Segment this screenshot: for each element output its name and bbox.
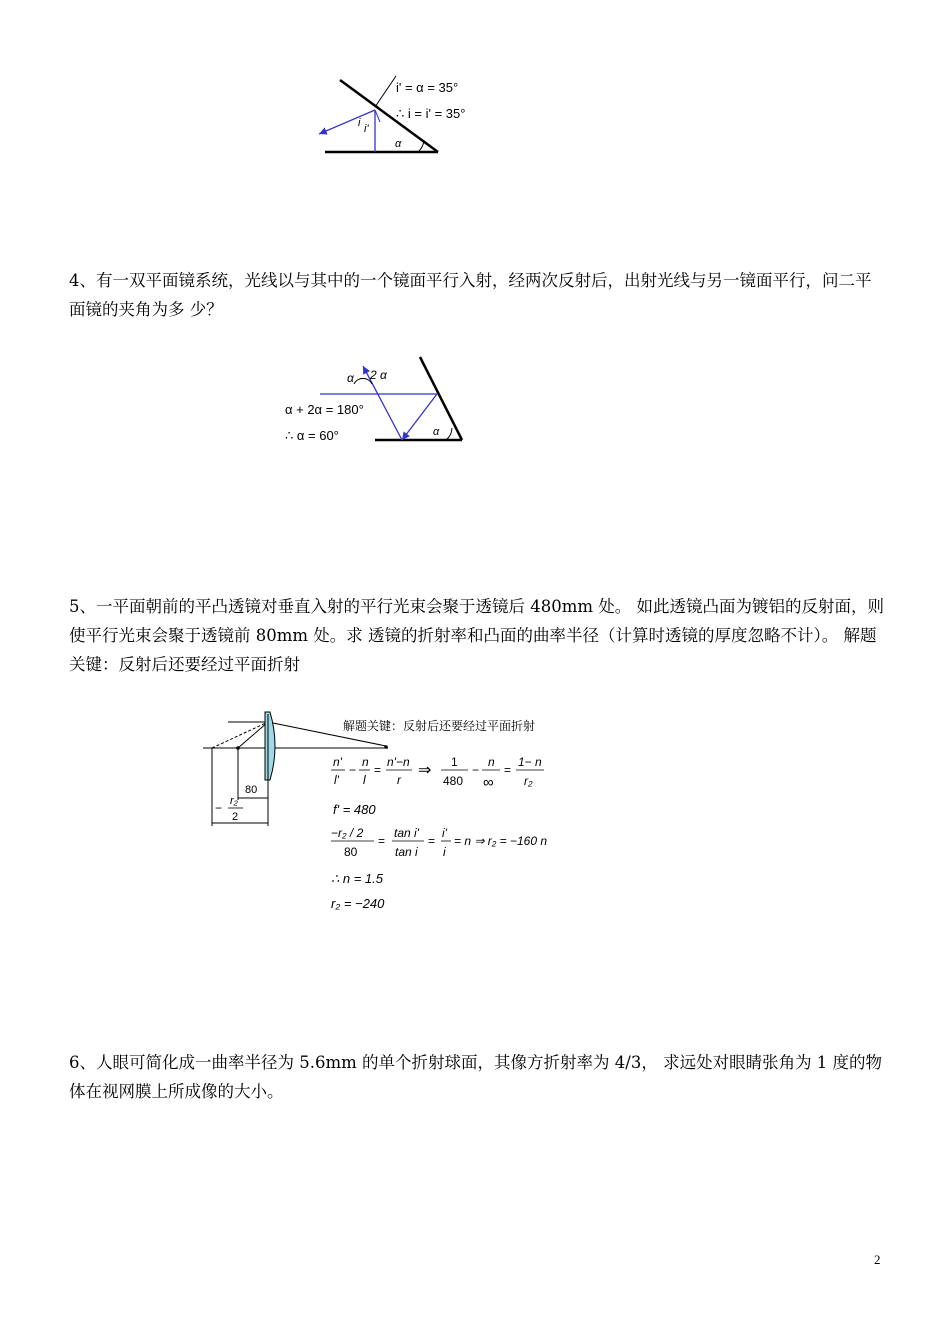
angle-arc-corner <box>446 428 452 440</box>
eq1-d4: 480 <box>443 774 464 788</box>
eq1-n6: 1− n <box>518 755 542 769</box>
page-number: 2 <box>874 1252 881 1267</box>
ray-tick <box>375 110 380 122</box>
figure-mirror-reflection <box>300 70 500 160</box>
label-alpha-top: α <box>347 371 354 385</box>
eq1-d2: l <box>363 773 366 787</box>
eq3-d1: 80 <box>344 845 358 859</box>
eq3-d2: tan i <box>395 845 418 859</box>
eq1-n2: n <box>362 755 369 769</box>
eq1-n1: n' <box>333 755 342 769</box>
dim-r2-minus: − <box>215 801 223 815</box>
lens-shape <box>265 712 275 780</box>
dim-r2-den: 2 <box>232 811 239 823</box>
eq5: r₂ = −240 <box>331 896 385 911</box>
label-alpha: α <box>395 138 402 150</box>
ray-down <box>402 394 437 440</box>
eq3-d3: i <box>443 845 446 859</box>
eq1-n4: 1 <box>451 755 458 769</box>
ray-refracted <box>238 722 268 748</box>
label-i-prime: i' <box>364 123 369 135</box>
eq1-d1: l' <box>334 773 339 787</box>
eq1-eq: = <box>374 763 382 777</box>
eq2: f' = 480 <box>333 802 376 817</box>
equation-3 <box>331 826 547 859</box>
eq3-eq2: = <box>428 834 436 848</box>
eq1-minus: − <box>349 763 357 777</box>
eq1-d5: ∞ <box>483 774 494 791</box>
eq3-eq: = <box>378 834 386 848</box>
eq1-implies: ⇒ <box>418 762 432 779</box>
mirror-inclined <box>420 357 462 440</box>
dim-80-label: 80 <box>245 784 258 796</box>
key-title: 解题关键：反射后还要经过平面折射 <box>343 719 536 733</box>
figure-lens-solution <box>198 708 598 923</box>
eq-sum: α + 2α = 180° <box>285 402 364 417</box>
eq-alpha: ∴ α = 60° <box>285 428 339 443</box>
question-4: 4、有一双平面镜系统，光线以与其中的一个镜面平行入射，经两次反射后，出射光线与另一镜面平行，问二平面镜的夹角为多 少？ <box>69 271 872 319</box>
focus-point <box>384 745 388 749</box>
dim-r2-num: r₂ <box>230 795 238 807</box>
eq4: ∴ n = 1.5 <box>331 871 383 886</box>
eq1-n3: n'−n <box>387 755 410 769</box>
eq1-minus2: − <box>472 763 480 777</box>
equation-1 <box>331 755 544 791</box>
eq1-d6: r₂ <box>524 774 533 788</box>
label-alpha-corner: α <box>433 426 440 438</box>
eq-i-prime: i' = α = 35° <box>396 80 459 95</box>
eq1-n5: n <box>488 755 495 769</box>
eq3-n2: tan i' <box>394 826 419 840</box>
eq1-d3: r <box>397 773 401 787</box>
eq1-eq2: = <box>504 763 512 777</box>
eq3-tail: = n ⇒ r₂ = −160 n <box>454 834 548 848</box>
eq3-n3: i' <box>442 826 447 840</box>
question-6: 6、人眼可简化成一曲率半径为 5.6mm 的单个折射球面，其像方折射率为 4/3， 求远处对眼睛张角为 1 度的物体在视网膜上所成像的大小。 <box>69 1053 883 1101</box>
figure-double-mirror <box>280 352 480 452</box>
label-i: i <box>358 117 361 129</box>
normal-line <box>375 76 396 107</box>
eq-i: ∴ i = i' = 35° <box>396 106 466 121</box>
question-5: 5、一平面朝前的平凸透镜对垂直入射的平行光束会聚于透镜后 480mm 处。 如此透镜凸面为镀铝的反射面，则使平行光束会聚于透镜前 80mm 处。求 透镜的折射率和凸面的曲率半径（计算时透镜的厚度忽略不计）。 解题关键：反射后还要经过平面折射 <box>69 597 885 674</box>
eq3-n1: −r₂ / 2 <box>331 826 364 840</box>
label-2alpha: 2 α <box>370 368 387 382</box>
ray-dashed <box>212 722 268 748</box>
